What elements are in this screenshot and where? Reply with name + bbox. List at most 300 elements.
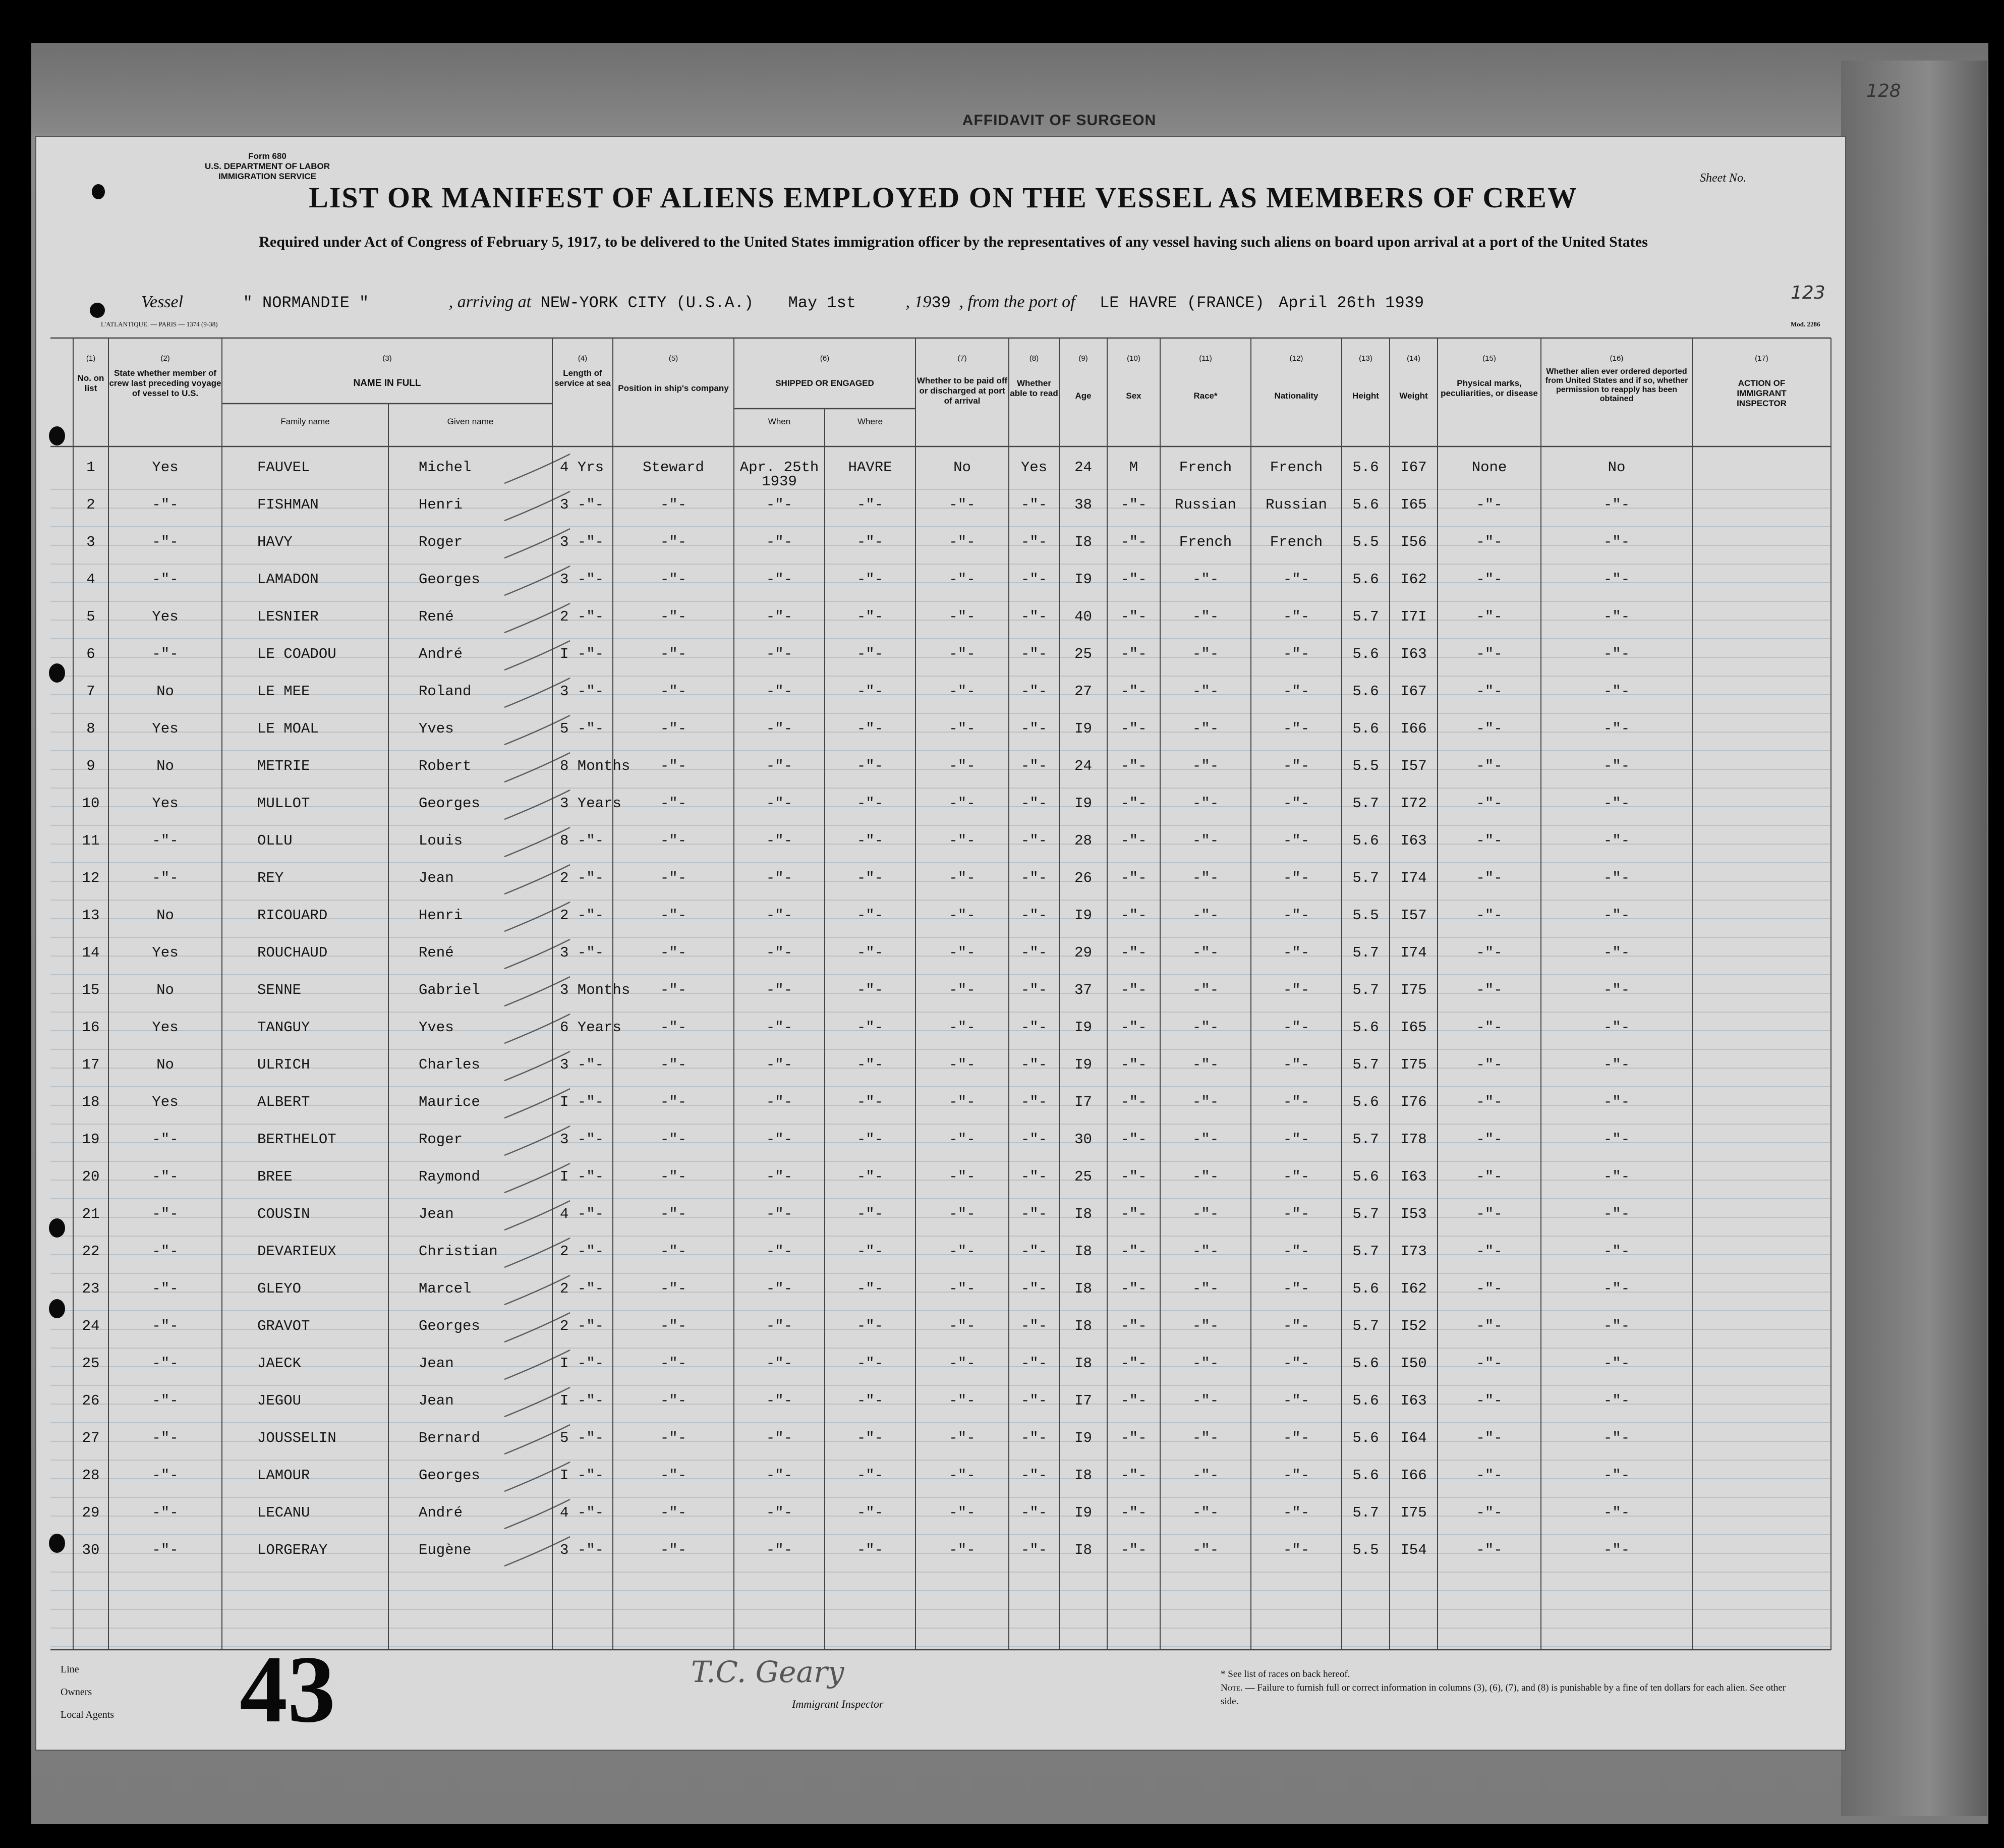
cell-when: -"- — [766, 683, 793, 700]
cell-where: -"- — [856, 496, 884, 513]
cell-race: -"- — [1192, 870, 1219, 886]
cell-read: -"- — [1020, 1355, 1048, 1372]
cell-marks: -"- — [1476, 571, 1503, 588]
cell-weight: I57 — [1400, 907, 1427, 924]
cell-no: 2 — [86, 496, 95, 513]
cell-age: 26 — [1074, 870, 1092, 886]
cell-paid: -"- — [949, 1542, 976, 1558]
cell-sex: -"- — [1120, 534, 1147, 550]
cell-read: -"- — [1020, 795, 1048, 812]
cell-when: -"- — [766, 1392, 793, 1409]
cell-sex: -"- — [1120, 832, 1147, 849]
punch-hole — [49, 1218, 65, 1238]
cell-given: Jean — [419, 1392, 454, 1409]
cell-position: -"- — [660, 1504, 687, 1521]
cell-race: -"- — [1192, 1168, 1219, 1185]
cell-position: -"- — [660, 832, 687, 849]
table-row — [35, 982, 1846, 1019]
cell-nationality: -"- — [1283, 832, 1310, 849]
cell-height: 5.6 — [1352, 683, 1379, 700]
cell-deported: -"- — [1603, 1131, 1630, 1148]
cell-service: 2 -"- — [560, 608, 604, 625]
cell-height: 5.6 — [1352, 832, 1379, 849]
cell-read: -"- — [1020, 534, 1048, 550]
table-row — [35, 683, 1846, 720]
cell-nationality: French — [1270, 534, 1323, 550]
cell-race: -"- — [1192, 1019, 1219, 1036]
cell-service: 3 -"- — [560, 1056, 604, 1073]
cell-nationality: -"- — [1283, 982, 1310, 998]
cell-race: -"- — [1192, 1243, 1219, 1260]
cell-marks: -"- — [1476, 1168, 1503, 1185]
cell-where: -"- — [856, 982, 884, 998]
cell-age: I8 — [1074, 1355, 1092, 1372]
cell-age: 27 — [1074, 683, 1092, 700]
cell-nationality: -"- — [1283, 944, 1310, 961]
cell-where: -"- — [856, 1318, 884, 1334]
cell-no: 24 — [82, 1318, 100, 1334]
col-2-number: (2) — [160, 354, 170, 363]
cell-sex: -"- — [1120, 720, 1147, 737]
punch-hole — [49, 663, 65, 683]
cell-when: -"- — [766, 571, 793, 588]
col-3-given-header: Given name — [447, 417, 494, 426]
cell-weight: I64 — [1400, 1430, 1427, 1446]
cell-when: -"- — [766, 982, 793, 998]
races-footnote: * See list of races on back hereof. — [1221, 1669, 1350, 1679]
cell-no: 29 — [82, 1504, 100, 1521]
cell-where: -"- — [856, 1430, 884, 1446]
cell-paid: -"- — [949, 1467, 976, 1484]
cell-sex: -"- — [1120, 496, 1147, 513]
punch-hole — [92, 184, 105, 199]
cell-where: -"- — [856, 1131, 884, 1148]
cell-given: Eugène — [419, 1542, 472, 1558]
cell-given: Henri — [419, 496, 463, 513]
inspector-label: Immigrant Inspector — [792, 1698, 884, 1710]
cell-nationality: -"- — [1283, 1430, 1310, 1446]
cell-paid: -"- — [949, 1056, 976, 1073]
cell-where: -"- — [856, 1094, 884, 1110]
cell-read: -"- — [1020, 944, 1048, 961]
cell-height: 5.7 — [1352, 1056, 1379, 1073]
cell-service: 8 -"- — [560, 832, 604, 849]
cell-position: -"- — [660, 534, 687, 550]
cell-weight: I57 — [1400, 758, 1427, 774]
cell-paid: -"- — [949, 1094, 976, 1110]
cell-deported: -"- — [1603, 1094, 1630, 1110]
cell-given: René — [419, 944, 454, 961]
cell-deported: -"- — [1603, 1019, 1630, 1036]
affidavit-header: AFFIDAVIT OF SURGEON — [962, 112, 1157, 129]
col-11-number: (11) — [1199, 354, 1212, 363]
col-10-number: (10) — [1127, 354, 1140, 363]
cell-prev: -"- — [152, 1168, 179, 1185]
note-label: Note. — [1221, 1683, 1243, 1693]
table-row — [35, 459, 1846, 496]
cell-no: 7 — [86, 683, 95, 700]
cell-race: -"- — [1192, 1094, 1219, 1110]
adjacent-page-edge — [1841, 61, 1987, 1816]
col-3-header: NAME IN FULL — [353, 378, 421, 388]
arrival-port: NEW-YORK CITY (U.S.A.) — [540, 294, 754, 312]
cell-height: 5.6 — [1352, 1430, 1379, 1446]
cell-position: -"- — [660, 1168, 687, 1185]
cell-prev: -"- — [152, 571, 179, 588]
cell-paid: -"- — [949, 1019, 976, 1036]
cell-where: -"- — [856, 1355, 884, 1372]
cell-when: -"- — [766, 1280, 793, 1297]
cell-sex: -"- — [1120, 1131, 1147, 1148]
cell-when: -"- — [766, 1243, 793, 1260]
cell-weight: I67 — [1400, 683, 1427, 700]
cell-marks: -"- — [1476, 870, 1503, 886]
cell-race: -"- — [1192, 1318, 1219, 1334]
cell-family: COUSIN — [257, 1206, 310, 1222]
cell-marks: -"- — [1476, 1056, 1503, 1073]
cell-deported: -"- — [1603, 907, 1630, 924]
cell-given: André — [419, 646, 463, 662]
cell-service: I -"- — [560, 1392, 604, 1409]
table-row — [35, 608, 1846, 646]
cell-age: I8 — [1074, 1280, 1092, 1297]
cell-sex: -"- — [1120, 608, 1147, 625]
cell-given: Raymond — [419, 1168, 480, 1185]
cell-when: -"- — [766, 1542, 793, 1558]
cell-prev: Yes — [152, 795, 179, 812]
cell-paid: -"- — [949, 496, 976, 513]
cell-deported: -"- — [1603, 683, 1630, 700]
cell-given: Roland — [419, 683, 472, 700]
cell-family: LE MEE — [257, 683, 310, 700]
col-6-where-header: Where — [857, 417, 883, 426]
cell-position: Steward — [643, 459, 704, 476]
cell-paid: -"- — [949, 608, 976, 625]
cell-when: -"- — [766, 646, 793, 662]
cell-family: SENNE — [257, 982, 302, 998]
cell-given: Marcel — [419, 1280, 472, 1297]
cell-paid: -"- — [949, 1168, 976, 1185]
cell-when: -"- — [766, 870, 793, 886]
cell-height: 5.6 — [1352, 1168, 1379, 1185]
cell-prev: -"- — [152, 1355, 179, 1372]
col-1-number: (1) — [86, 354, 96, 363]
cell-race: -"- — [1192, 982, 1219, 998]
cell-race: -"- — [1192, 1131, 1219, 1148]
cell-nationality: -"- — [1283, 646, 1310, 662]
cell-weight: I76 — [1400, 1094, 1427, 1110]
cell-sex: -"- — [1120, 683, 1147, 700]
cell-when: -"- — [766, 1168, 793, 1185]
cell-marks: -"- — [1476, 1504, 1503, 1521]
cell-weight: I63 — [1400, 646, 1427, 662]
cell-no: 16 — [82, 1019, 100, 1036]
cell-nationality: -"- — [1283, 758, 1310, 774]
cell-given: Gabriel — [419, 982, 480, 998]
cell-deported: -"- — [1603, 982, 1630, 998]
cell-weight: I53 — [1400, 1206, 1427, 1222]
cell-prev: No — [156, 1056, 174, 1073]
cell-sex: -"- — [1120, 1019, 1147, 1036]
punch-hole — [49, 1299, 65, 1318]
cell-deported: -"- — [1603, 1056, 1630, 1073]
cell-height: 5.6 — [1352, 1467, 1379, 1484]
cell-given: Georges — [419, 795, 480, 812]
col-15-number: (15) — [1482, 354, 1496, 363]
page-subtitle: Required under Act of Congress of February 5, 1917, to be delivered to the United States immigration officer by the representatives of any vessel having such aliens on board upon arrival at a port of the United States — [259, 234, 1648, 250]
cell-age: 25 — [1074, 646, 1092, 662]
cell-given: Roger — [419, 534, 463, 550]
cell-sex: -"- — [1120, 1430, 1147, 1446]
cell-position: -"- — [660, 1206, 687, 1222]
cell-nationality: -"- — [1283, 683, 1310, 700]
cell-paid: -"- — [949, 1243, 976, 1260]
cell-nationality: -"- — [1283, 571, 1310, 588]
cell-family: ALBERT — [257, 1094, 310, 1110]
cell-no: 18 — [82, 1094, 100, 1110]
cell-paid: -"- — [949, 1392, 976, 1409]
cell-height: 5.5 — [1352, 758, 1379, 774]
cell-read: -"- — [1020, 1504, 1048, 1521]
vessel-name: " NORMANDIE " — [243, 294, 369, 312]
cell-nationality: -"- — [1283, 907, 1310, 924]
cell-service: 3 -"- — [560, 496, 604, 513]
cell-prev: Yes — [152, 459, 179, 476]
cell-height: 5.5 — [1352, 1542, 1379, 1558]
cell-age: I8 — [1074, 1318, 1092, 1334]
cell-sex: -"- — [1120, 758, 1147, 774]
cell-when: -"- — [766, 1355, 793, 1372]
cell-nationality: -"- — [1283, 608, 1310, 625]
table-row — [35, 1019, 1846, 1056]
cell-where: -"- — [856, 1243, 884, 1260]
cell-when: -"- — [766, 1318, 793, 1334]
cell-read: -"- — [1020, 758, 1048, 774]
cell-race: -"- — [1192, 571, 1219, 588]
cell-no: 27 — [82, 1430, 100, 1446]
col-7-number: (7) — [957, 354, 967, 363]
col-3-number: (3) — [382, 354, 392, 363]
cell-deported: -"- — [1603, 1168, 1630, 1185]
cell-service: 3 -"- — [560, 944, 604, 961]
cell-no: 4 — [86, 571, 95, 588]
cell-given: Bernard — [419, 1430, 480, 1446]
table-row — [35, 832, 1846, 870]
cell-service: 3 Years — [560, 795, 621, 812]
cell-nationality: -"- — [1283, 1355, 1310, 1372]
cell-sex: -"- — [1120, 1206, 1147, 1222]
cell-read: -"- — [1020, 1542, 1048, 1558]
cell-paid: -"- — [949, 832, 976, 849]
owners-label: Owners — [61, 1687, 92, 1698]
cell-where: -"- — [856, 944, 884, 961]
cell-nationality: -"- — [1283, 1318, 1310, 1334]
cell-when: -"- — [766, 758, 793, 774]
cell-given: Yves — [419, 1019, 454, 1036]
cell-age: I8 — [1074, 1206, 1092, 1222]
cell-where: -"- — [856, 907, 884, 924]
cell-position: -"- — [660, 1243, 687, 1260]
table-row — [35, 1094, 1846, 1131]
cell-prev: -"- — [152, 1243, 179, 1260]
cell-read: -"- — [1020, 1131, 1048, 1148]
col-6-header: SHIPPED OR ENGAGED — [775, 378, 874, 388]
cell-when: -"- — [766, 944, 793, 961]
cell-marks: -"- — [1476, 1243, 1503, 1260]
cell-read: -"- — [1020, 496, 1048, 513]
cell-where: -"- — [856, 1392, 884, 1409]
from-port-label: , from the port of — [959, 293, 1075, 311]
cell-weight: I63 — [1400, 832, 1427, 849]
cell-deported: -"- — [1603, 758, 1630, 774]
cell-position: -"- — [660, 1019, 687, 1036]
cell-age: 24 — [1074, 758, 1092, 774]
cell-paid: -"- — [949, 795, 976, 812]
cell-no: 25 — [82, 1355, 100, 1372]
cell-paid: No — [953, 459, 971, 476]
cell-nationality: -"- — [1283, 1094, 1310, 1110]
cell-family: HAVY — [257, 534, 293, 550]
cell-read: -"- — [1020, 1318, 1048, 1334]
page-title: LIST OR MANIFEST OF ALIENS EMPLOYED ON THE VESSEL AS MEMBERS OF CREW — [309, 181, 1578, 214]
cell-weight: I63 — [1400, 1392, 1427, 1409]
cell-given: René — [419, 608, 454, 625]
cell-prev: Yes — [152, 944, 179, 961]
cell-race: -"- — [1192, 1467, 1219, 1484]
line-label: Line — [61, 1664, 79, 1675]
cell-prev: -"- — [152, 1206, 179, 1222]
cell-paid: -"- — [949, 1206, 976, 1222]
cell-marks: -"- — [1476, 720, 1503, 737]
cell-height: 5.5 — [1352, 534, 1379, 550]
cell-deported: -"- — [1603, 1280, 1630, 1297]
year-label: , 19 — [905, 293, 932, 311]
cell-paid: -"- — [949, 534, 976, 550]
cell-service: 8 Months — [560, 758, 631, 774]
cell-height: 5.6 — [1352, 1355, 1379, 1372]
cell-given: Georges — [419, 1318, 480, 1334]
cell-when: -"- — [766, 1467, 793, 1484]
table-row — [35, 907, 1846, 944]
table-row — [35, 1206, 1846, 1243]
cell-given: Jean — [419, 1355, 454, 1372]
col-12-header: Nationality — [1274, 391, 1319, 401]
cell-deported: -"- — [1603, 870, 1630, 886]
cell-marks: -"- — [1476, 832, 1503, 849]
cell-weight: I54 — [1400, 1542, 1427, 1558]
stamped-number: 43 — [240, 1637, 335, 1743]
cell-where: -"- — [856, 1467, 884, 1484]
cell-marks: -"- — [1476, 1318, 1503, 1334]
cell-no: 3 — [86, 534, 95, 550]
cell-marks: -"- — [1476, 1131, 1503, 1148]
cell-read: -"- — [1020, 870, 1048, 886]
cell-position: -"- — [660, 1392, 687, 1409]
cell-no: 1 — [86, 459, 95, 476]
cell-weight: I72 — [1400, 795, 1427, 812]
table-row — [35, 1131, 1846, 1168]
cell-no: 10 — [82, 795, 100, 812]
cell-position: -"- — [660, 907, 687, 924]
cell-paid: -"- — [949, 982, 976, 998]
col-5-number: (5) — [668, 354, 678, 363]
cell-family: LORGERAY — [257, 1542, 328, 1558]
cell-sex: -"- — [1120, 1168, 1147, 1185]
cell-read: -"- — [1020, 1206, 1048, 1222]
punch-hole — [90, 303, 105, 318]
cell-marks: -"- — [1476, 1542, 1503, 1558]
cell-race: -"- — [1192, 1355, 1219, 1372]
cell-read: -"- — [1020, 1056, 1048, 1073]
cell-position: -"- — [660, 646, 687, 662]
cell-race: -"- — [1192, 1392, 1219, 1409]
cell-race: -"- — [1192, 720, 1219, 737]
cell-paid: -"- — [949, 1131, 976, 1148]
cell-sex: -"- — [1120, 907, 1147, 924]
printer-imprint: L'ATLANTIQUE. — PARIS — 1374 (9-38) — [101, 320, 218, 328]
cell-service: 4 Yrs — [560, 459, 604, 476]
table-row — [35, 646, 1846, 683]
cell-deported: -"- — [1603, 944, 1630, 961]
table-row — [35, 1318, 1846, 1355]
cell-race: -"- — [1192, 944, 1219, 961]
cell-when: -"- — [766, 1056, 793, 1073]
cell-where: -"- — [856, 571, 884, 588]
cell-prev: -"- — [152, 496, 179, 513]
cell-age: I7 — [1074, 1094, 1092, 1110]
cell-read: -"- — [1020, 720, 1048, 737]
cell-race: French — [1179, 459, 1232, 476]
cell-position: -"- — [660, 758, 687, 774]
cell-marks: -"- — [1476, 795, 1503, 812]
cell-marks: -"- — [1476, 1094, 1503, 1110]
cell-where: -"- — [856, 608, 884, 625]
cell-service: 2 -"- — [560, 1243, 604, 1260]
cell-prev: -"- — [152, 1542, 179, 1558]
cell-position: -"- — [660, 720, 687, 737]
table-row — [35, 1355, 1846, 1392]
cell-position: -"- — [660, 795, 687, 812]
punch-hole — [49, 426, 65, 445]
cell-height: 5.6 — [1352, 1019, 1379, 1036]
cell-family: MULLOT — [257, 795, 310, 812]
cell-where: -"- — [856, 870, 884, 886]
col-6-number: (6) — [820, 354, 830, 363]
cell-height: 5.7 — [1352, 870, 1379, 886]
cell-service: 3 -"- — [560, 683, 604, 700]
cell-nationality: Russian — [1266, 496, 1327, 513]
cell-marks: -"- — [1476, 944, 1503, 961]
cell-deported: -"- — [1603, 1243, 1630, 1260]
cell-height: 5.6 — [1352, 1280, 1379, 1297]
footnote — [1221, 1667, 1791, 1708]
cell-age: 38 — [1074, 496, 1092, 513]
cell-weight: I65 — [1400, 496, 1427, 513]
col-13-number: (13) — [1359, 354, 1372, 363]
cell-read: -"- — [1020, 1243, 1048, 1260]
table-row — [35, 1056, 1846, 1094]
cell-height: 5.5 — [1352, 907, 1379, 924]
cell-prev: -"- — [152, 1318, 179, 1334]
cell-when: -"- — [766, 832, 793, 849]
cell-age: I8 — [1074, 534, 1092, 550]
cell-race: -"- — [1192, 1504, 1219, 1521]
cell-where: -"- — [856, 1206, 884, 1222]
cell-position: -"- — [660, 496, 687, 513]
inspector-signature: T.C. Geary — [691, 1655, 844, 1689]
cell-when: -"- — [766, 608, 793, 625]
col-2-header: State whether member of crew last preceding voyage of vessel to U.S. — [109, 368, 221, 398]
